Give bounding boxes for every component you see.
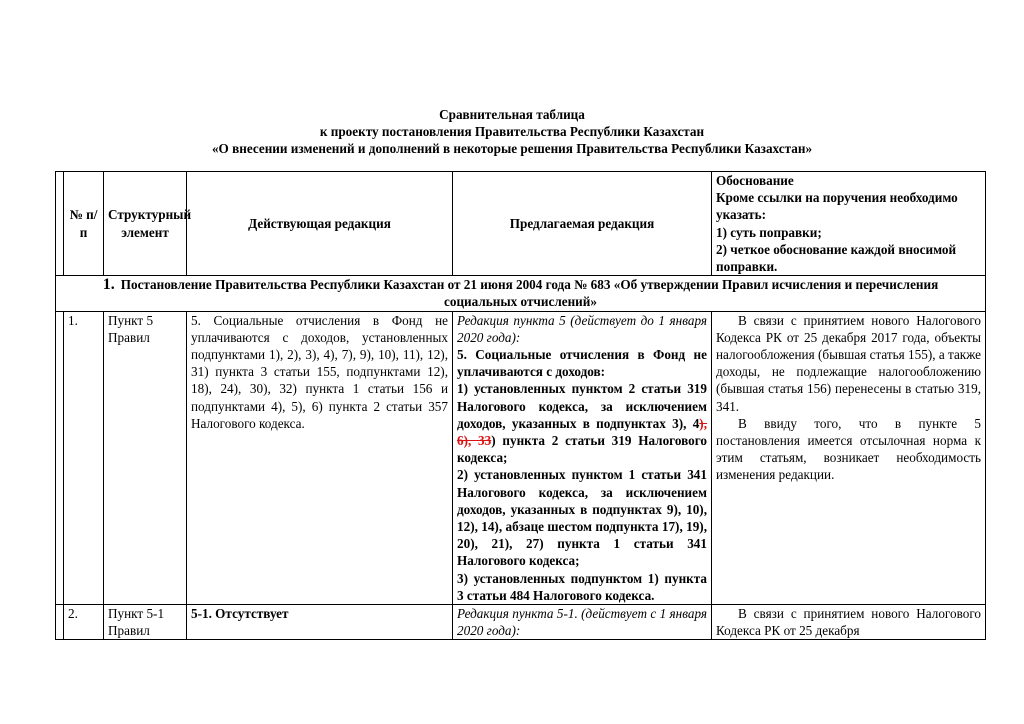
- row-num: 1.: [64, 311, 104, 604]
- proposed-note: Редакция пункта 5-1. (действует с 1 января 2020 года):: [457, 606, 707, 639]
- table-row: [56, 311, 986, 604]
- comparison-table: [55, 171, 986, 640]
- row-proposed: [453, 311, 712, 604]
- proposed-p2-end: ) пункта 2 статьи 319 Налогового кодекса;: [457, 433, 707, 466]
- header-num: № п/п: [64, 172, 104, 276]
- row-spacer: [56, 605, 64, 640]
- header-basis-title: Обоснование: [716, 173, 794, 188]
- title-line-2: к проекту постановления Правительства Республики Казахстан: [319, 124, 705, 139]
- row-num: 2.: [64, 605, 104, 640]
- proposed-paragraph-2: [457, 380, 707, 466]
- row-basis: [712, 311, 986, 604]
- header-current: Действующая редакция: [187, 172, 453, 276]
- basis-paragraph-1: В связи с принятием нового Налогового Кодекса РК от 25 декабря 2017 года, объекты налогообложения (бывшая статья 155), а также доходы, не подлежащие налогообложению (бывшая статья 156) перенесены в статью 319, 341.: [716, 312, 981, 414]
- header-basis-line-3: 2) четкое обоснование каждой вносимой поправки.: [716, 241, 957, 275]
- table-header-row: [56, 172, 986, 276]
- document-title: [0, 106, 1024, 157]
- section-number: 1.: [102, 276, 115, 294]
- title-line-1: Сравнительная таблица: [439, 107, 585, 122]
- header-basis-line-1: Кроме ссылки на поручения необходимо указать:: [716, 190, 958, 223]
- proposed-p2-start: 1) установленных пунктом 2 статьи 319 Налогового кодекса, за исключением доходов, указанных в подпунктах 3), 4: [457, 381, 707, 431]
- proposed-paragraph-4: 3) установленных подпунктом 1) пункта 3 статьи 484 Налогового кодекса.: [457, 570, 707, 603]
- row-current-text: 5-1. Отсутствует: [187, 605, 453, 640]
- section-text: Постановление Правительства Республики Казахстан от 21 июня 2004 года № 683 «Об утверждении Правил исчисления и перечисления социальных отчислений»: [120, 277, 939, 310]
- header-proposed: Предлагаемая редакция: [453, 172, 712, 276]
- title-line-3: «О внесении изменений и дополнений в некоторые решения Правительства Республики Казахстан»: [211, 141, 813, 156]
- deleted-text: ), 6), 33: [457, 415, 707, 449]
- row-current-text: 5. Социальные отчисления в Фонд не уплачиваются с доходов, установленных подпунктами 1), 2), 3), 4), 7), 9), 10), 11), 12), 31) пункта 3 статьи 155, подпунктами 12), 18), 24), 30), 32) пункта 1 статьи 156 и подпунктами 4), 5), 6) пункта 2 статьи 357 Налогового кодекса.: [187, 311, 453, 604]
- proposed-paragraph-3: 2) установленных пунктом 1 статьи 341 Налогового кодекса, за исключением доходов, указанных в подпунктах 9), 10), 12), 14), абзаце шестом подпункта 17), 19), 20), 21), 27) пункта 1 статьи 341 Налогового кодекса;: [457, 467, 707, 569]
- table-row: [56, 605, 986, 640]
- section-heading: [56, 276, 986, 311]
- row-proposed: [453, 605, 712, 640]
- header-spacer: [56, 172, 64, 276]
- basis-paragraph-2: В ввиду того, что в пункте 5 постановления имеется отсылочная норма к этим статьям, возникает необходимость изменения редакции.: [716, 415, 981, 483]
- proposed-paragraph-1: 5. Социальные отчисления в Фонд не уплачиваются с доходов:: [457, 347, 707, 380]
- row-spacer: [56, 311, 64, 604]
- row-element: Пункт 5-1 Правил: [104, 605, 187, 640]
- basis-paragraph-1: В связи с принятием нового Налогового Кодекса РК от 25 декабря: [716, 606, 981, 639]
- section-row: [56, 276, 986, 311]
- proposed-note: Редакция пункта 5 (действует до 1 января 2020 года):: [457, 312, 707, 345]
- header-basis: [712, 172, 986, 276]
- header-element: Структурный элемент: [104, 172, 187, 276]
- row-element: Пункт 5 Правил: [104, 311, 187, 604]
- header-basis-line-2: 1) суть поправки;: [716, 224, 822, 240]
- row-basis: [712, 605, 986, 640]
